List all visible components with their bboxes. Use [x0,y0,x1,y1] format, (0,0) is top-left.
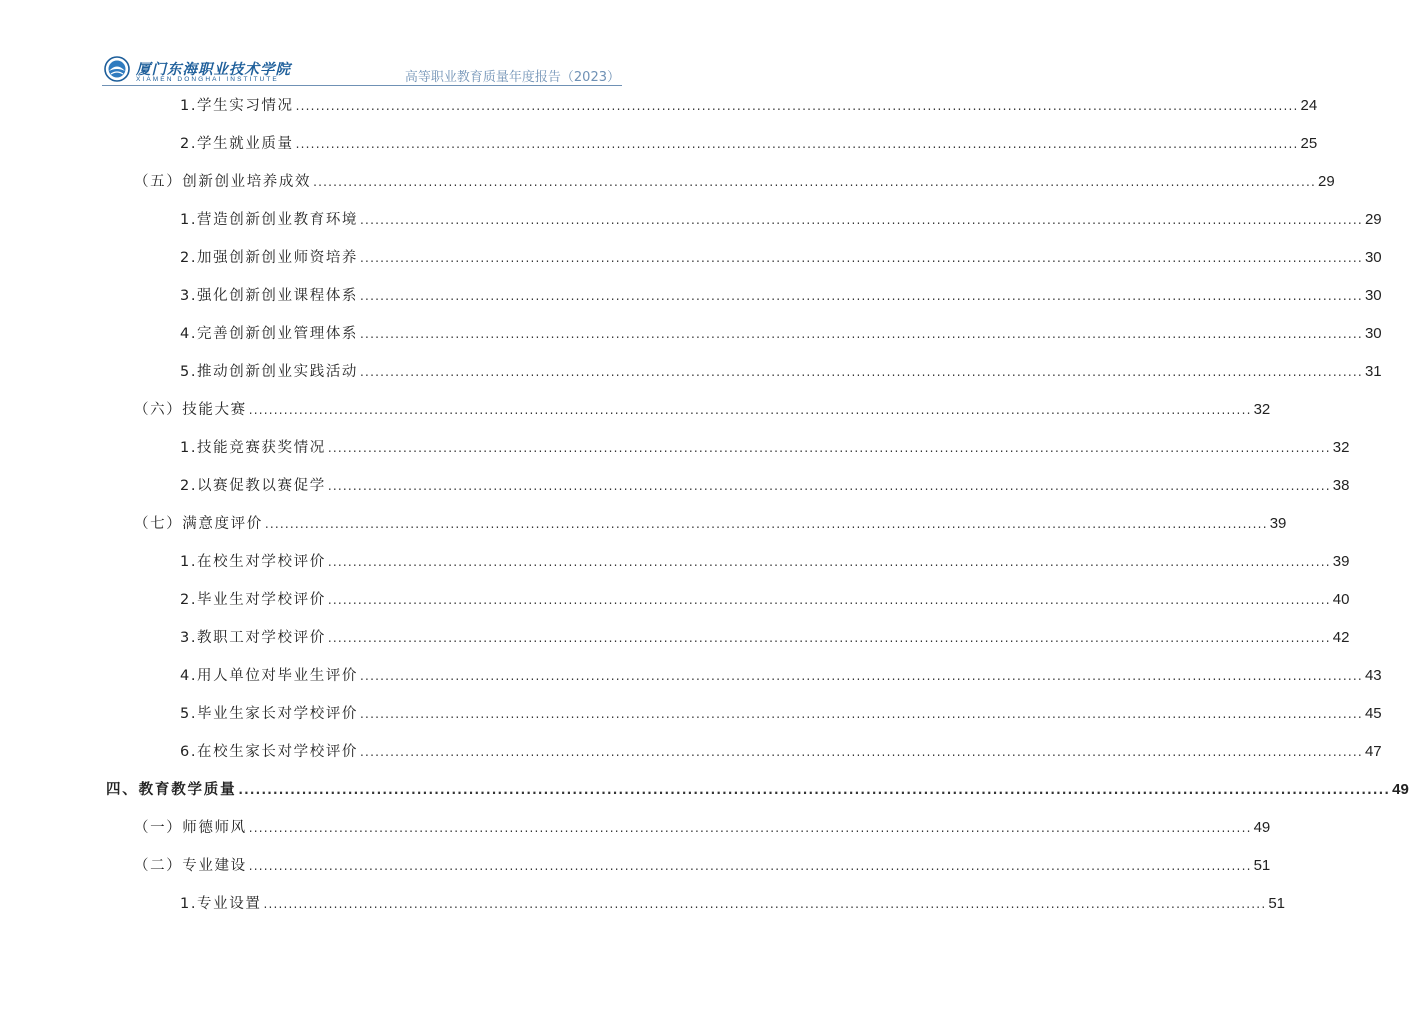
toc-entry-label: 3.教职工对学校评价 [180,630,326,646]
toc-leader-dots: ........................................................................................................................................................................................................ [360,327,1363,341]
toc-entry-page-number: 49 [1392,781,1409,798]
toc-entry[interactable] [180,211,1382,229]
toc-entry[interactable] [180,287,1382,305]
toc-entry[interactable] [180,439,1350,457]
toc-leader-dots: ........................................................................................................................................................................................................ [295,99,1299,113]
toc-entry-page-number: 30 [1364,249,1382,266]
school-name-en: XIAMEN DONGHAI INSTITUTE [136,76,279,83]
toc-leader-dots: ........................................................................................................................................................................................................ [248,403,1252,417]
toc-entry[interactable] [134,515,1287,533]
toc-entry-label: 5.毕业生家长对学校评价 [180,706,359,722]
toc-entry[interactable] [180,743,1382,761]
toc-entry[interactable] [106,781,1409,799]
school-name-cn: 厦门东海职业技术学院 [136,61,291,78]
toc-entry-page-number: 29 [1364,211,1382,228]
toc-entry-label: 1.营造创新创业教育环境 [180,212,359,228]
toc-leader-dots: ........................................................................................................................................................................................................ [327,479,1331,493]
toc-entry-page-number: 51 [1253,857,1271,874]
toc-entry-label: 1.在校生对学校评价 [180,554,326,570]
toc-entry-label: 6.在校生家长对学校评价 [180,744,359,760]
toc-leader-dots: ........................................................................................................................................................................................................ [327,593,1331,607]
toc-entry-page-number: 51 [1268,895,1286,912]
toc-entry[interactable] [180,895,1286,913]
toc-entry-page-number: 43 [1364,667,1382,684]
toc-entry-page-number: 47 [1364,743,1382,760]
toc-entry[interactable] [180,705,1382,723]
toc-entry[interactable] [134,401,1271,419]
toc-leader-dots: ........................................................................................................................................................................................................ [360,289,1363,303]
toc-leader-dots: ........................................................................................................................................................................................................ [263,897,1267,911]
toc-entry-page-number: 32 [1253,401,1271,418]
toc-entry-label: 2.毕业生对学校评价 [180,592,326,608]
toc-entry-label: 1.技能竞赛获奖情况 [180,440,326,456]
toc-entry-page-number: 45 [1364,705,1382,722]
toc-entry[interactable] [180,135,1318,153]
toc-entry-label: （二）专业建设 [134,858,247,874]
toc-entry[interactable] [180,325,1382,343]
toc-entry-label: （五）创新创业培养成效 [134,174,312,190]
toc-entry-page-number: 39 [1332,553,1350,570]
toc-leader-dots: ........................................................................................................................................................................................................ [360,365,1363,379]
toc-entry-page-number: 29 [1318,173,1335,190]
report-title: 高等职业教育质量年度报告（2023） [404,70,620,85]
toc-entry-page-number: 32 [1332,439,1350,456]
toc-leader-dots: ........................................................................................................................................................................................................ [295,137,1299,151]
toc-entry-label: 四、教育教学质量 [106,782,237,798]
toc-entry[interactable] [180,629,1350,647]
toc-entry-page-number: 30 [1364,325,1382,342]
toc-entry-label: 1.专业设置 [180,896,262,912]
toc-entry-label: 1.学生实习情况 [180,98,294,114]
toc-entry[interactable] [180,363,1382,381]
toc-entry[interactable] [180,249,1382,267]
toc-leader-dots: ........................................................................................................................................................................................................ [360,707,1363,721]
toc-leader-dots: ........................................................................................................................................................................................................ [264,517,1268,531]
toc-entry[interactable] [180,591,1350,609]
toc-leader-dots: ........................................................................................................................................................................................................ [360,745,1363,759]
school-emblem-icon [104,56,130,82]
toc-entry-label: （六）技能大赛 [134,402,247,418]
toc-entry-page-number: 39 [1269,515,1287,532]
toc-entry-label: （一）师德师风 [134,820,247,836]
toc-leader-dots: ........................................................................................................................................................................................................ [327,555,1331,569]
toc-entry-page-number: 38 [1332,477,1350,494]
toc-entry-page-number: 42 [1332,629,1350,646]
toc-leader-dots: ........................................................................................................................................................................................................ [360,669,1363,683]
toc-entry-label: 2.学生就业质量 [180,136,294,152]
toc-entry-label: 4.完善创新创业管理体系 [180,326,359,342]
toc-entry[interactable] [180,667,1382,685]
toc-entry[interactable] [180,477,1350,495]
toc-leader-dots: ........................................................................................................................................................................................................ [238,783,1391,797]
toc-leader-dots: ........................................................................................................................................................................................................ [360,251,1363,265]
toc-entry-label: 3.强化创新创业课程体系 [180,288,359,304]
toc-entry[interactable] [134,819,1271,837]
toc-entry-label: 5.推动创新创业实践活动 [180,364,359,380]
page-header [102,54,622,88]
toc-entry[interactable] [180,553,1350,571]
toc-entry[interactable] [180,97,1318,115]
toc-entry[interactable] [134,173,1335,191]
toc-entry-page-number: 24 [1300,97,1318,114]
header-divider [102,85,622,86]
toc-leader-dots: ........................................................................................................................................................................................................ [360,213,1363,227]
toc-entry-label: （七）满意度评价 [134,516,263,532]
toc-entry-page-number: 49 [1253,819,1271,836]
toc-entry[interactable] [134,857,1271,875]
toc-leader-dots: ........................................................................................................................................................................................................ [327,631,1331,645]
toc-leader-dots: ........................................................................................................................................................................................................ [313,175,1316,189]
toc-leader-dots: ........................................................................................................................................................................................................ [327,441,1331,455]
toc-entry-label: 2.以赛促教以赛促学 [180,478,326,494]
toc-entry-page-number: 25 [1300,135,1318,152]
toc-leader-dots: ........................................................................................................................................................................................................ [248,859,1252,873]
toc-leader-dots: ........................................................................................................................................................................................................ [248,821,1252,835]
toc-entry-page-number: 40 [1332,591,1350,608]
toc-entry-page-number: 31 [1364,363,1382,380]
toc-entry-label: 2.加强创新创业师资培养 [180,250,359,266]
toc-entry-page-number: 30 [1364,287,1382,304]
toc-entry-label: 4.用人单位对毕业生评价 [180,668,359,684]
